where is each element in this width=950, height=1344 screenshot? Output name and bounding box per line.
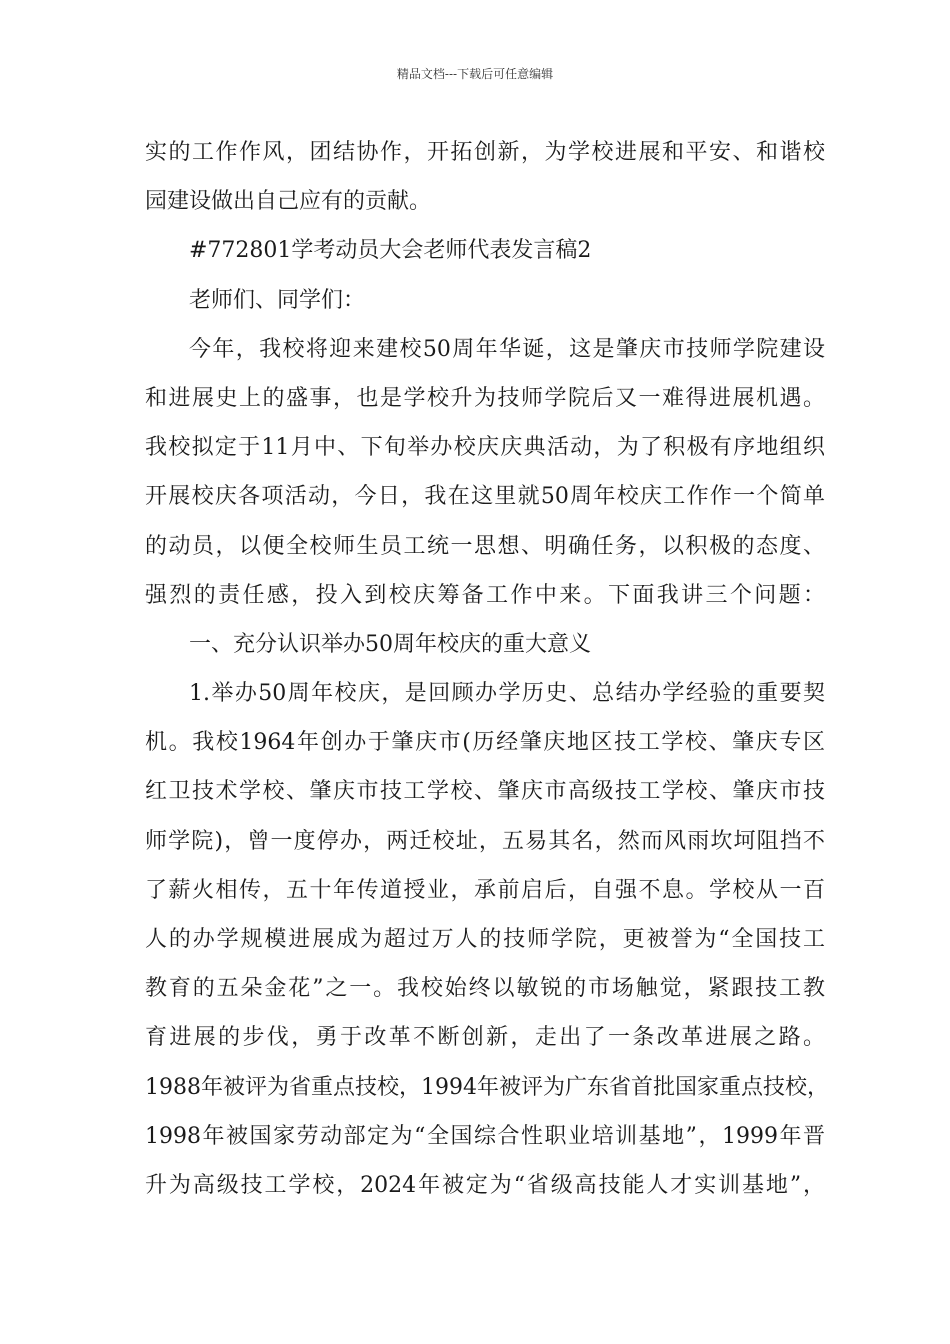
text-line: 育进展的步伐，勇于改革不断创新，走出了一条改革进展之路。: [145, 1025, 825, 1051]
text-line: 1988年被评为省重点技校，1994年被评为广东省首批国家重点技校，: [145, 1074, 829, 1100]
text-line: 开展校庆各项活动，今日，我在这里就50周年校庆工作作一个简单: [145, 484, 825, 510]
text-line: 的动员，以便全校师生员工统一思想、明确任务，以积极的态度、: [145, 533, 825, 559]
text-line: 实的工作作风，团结协作，开拓创新，为学校进展和平安、和谐校: [145, 140, 825, 165]
text-line: 人的办学规模进展成为超过万人的技师学院，更被誉为“全国技工: [145, 927, 825, 952]
text-line: 我校拟定于11月中、下旬举办校庆庆典活动，为了积极有序地组织: [145, 435, 825, 461]
text-line: 强烈的责任感，投入到校庆筹备工作中来。下面我讲三个问题：: [145, 582, 825, 608]
salutation: 老师们、同学们：: [189, 287, 366, 313]
text-line: 师学院)，曾一度停办，两迁校址，五易其名，然而风雨坎坷阻挡不: [145, 828, 825, 854]
text-line: 今年，我校将迎来建校50周年华诞，这是肇庆市技师学院建设: [189, 336, 825, 362]
page-header: 精品文档---下载后可任意编辑: [396, 67, 554, 81]
text-line: 园建设做出自己应有的贡献。: [145, 189, 432, 215]
text-line: 升为高级技工学校，2024年被定为“省级高技能人才实训基地”，: [145, 1172, 825, 1198]
subheading: 一、充分认识举办50周年校庆的重大意义: [189, 631, 591, 657]
text-line: 1998年被国家劳动部定为“全国综合性职业培训基地”，1999年晋: [145, 1123, 825, 1149]
text-line: 和进展史上的盛事，也是学校升为技师学院后又一难得进展机遇。: [145, 385, 825, 411]
text-line: 教育的五朵金花”之一。我校始终以敏锐的市场触觉，紧跟技工教: [145, 976, 825, 1002]
text-line: 机。我校1964年创办于肇庆市(历经肇庆地区技工学校、肇庆专区: [145, 730, 825, 756]
text-line: 了薪火相传，五十年传道授业，承前启后，自强不息。学校从一百: [145, 877, 825, 903]
text-line: 1.举办50周年校庆，是回顾办学历史、总结办学经验的重要契: [189, 681, 825, 707]
section-title: #772801学考动员大会老师代表发言稿2: [189, 238, 592, 264]
document-body: [145, 128, 829, 1210]
text-line: 红卫技术学校、肇庆市技工学校、肇庆市高级技工学校、肇庆市技: [145, 779, 825, 805]
